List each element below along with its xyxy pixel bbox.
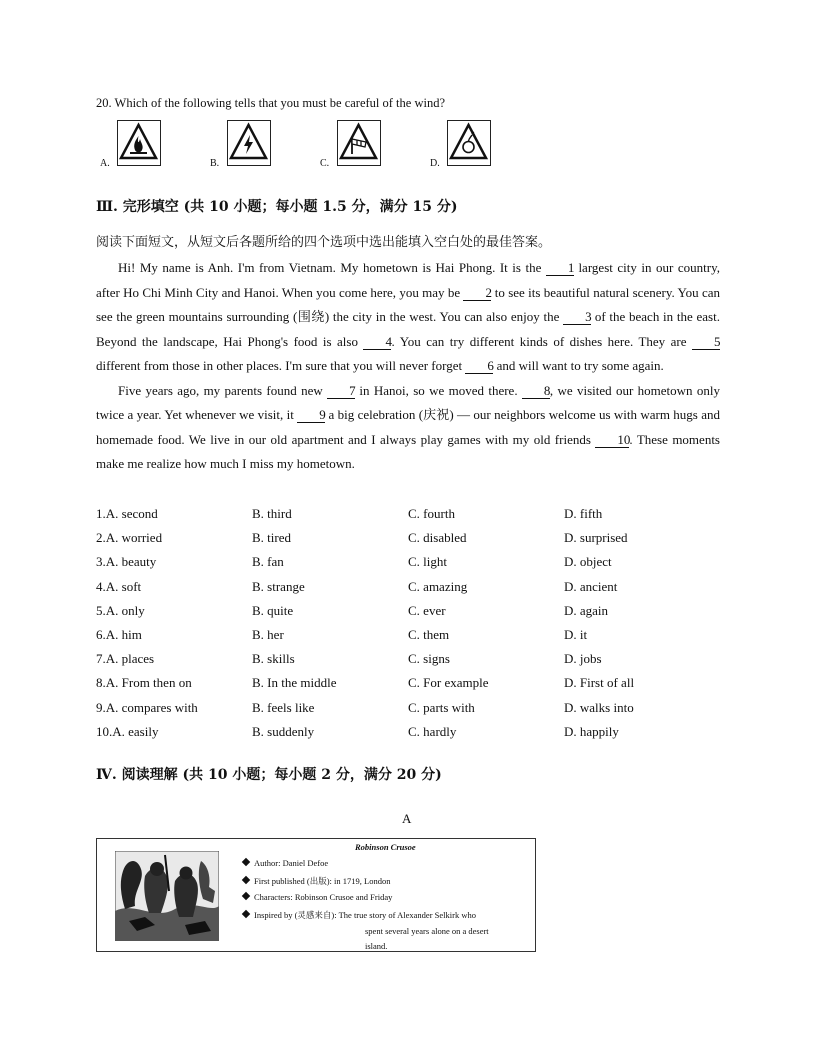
answer-option: B. tired [252,530,291,546]
passage-text: a big celebration (庆祝) — our neighbors welcome us with warm hugs and homemade food. We live in our old apartment and I always play games with my old friends [96,407,720,447]
option-row [96,603,736,627]
answer-option: 8.A. From then on [96,675,192,691]
passage-text: different from those in other places. I'm sure that you will never forget [96,358,466,373]
blank-7: 7 [327,384,355,399]
passage-text: Hi! My name is Anh. I'm from Vietnam. My hometown is Hai Phong. It is the [118,260,546,275]
blank-4: 4 [363,335,391,350]
question-20-text: 20. Which of the following tells that you must be careful of the wind? [96,96,445,110]
question-20-sign-options [100,120,520,172]
answer-option: D. surprised [564,530,628,546]
option-row [96,675,736,699]
blank-10: 10 [595,433,629,448]
passage-text: to see its beautiful natural scenery. You can see the green mountains surrounding (围绕) the city in the west. You can also enjoy the [96,284,720,324]
blank-2: 2 [463,286,491,301]
book-author-line [243,858,328,868]
option-row [96,700,736,724]
book-inspired-continuation: spent several years alone on a desert [365,926,489,936]
passage-text: Five years ago, my parents found new [118,382,328,398]
book-published-line [243,875,390,887]
option-letter: C. [320,158,330,169]
book-info-text: Inspired by (灵感来自): The true story of Alexander Selkirk who [254,910,476,920]
book-info-text: Author: Daniel Defoe [254,858,329,868]
passage-paragraph-1 [96,256,720,379]
answer-option: D. walks into [564,699,634,715]
passage-text: . These moments make me realize how much I miss my hometown. [96,431,720,471]
cloze-passage [96,256,720,477]
passage-text: of the beach in the east. Beyond the landscape, Hai Phong's food is also [96,309,720,349]
option-letter: A. [100,158,110,169]
electric-warning-icon [227,120,271,166]
answer-option: B. third [252,506,292,521]
bullet-icon [242,876,250,884]
answer-option: 1.A. second [96,506,158,521]
bullet-icon [242,858,250,866]
book-inspired-continuation: island. [365,941,388,951]
answer-option: C. hardly [408,723,457,739]
blank-9: 9 [297,408,325,423]
cloze-options [96,506,736,748]
answer-option: B. In the middle [252,675,337,691]
answer-option: D. it [564,626,588,642]
passage-text: and will want to try some again. [493,358,664,373]
answer-option: C. For example [408,675,489,691]
section-3-heading: Ⅲ. 完形填空 (共 10 小题；每小题 1.5 分，满分 15 分) [96,199,458,215]
book-info-text: First published (出版): in 1719, London [254,876,391,886]
option-row [96,506,736,530]
option-row [96,554,736,578]
answer-option: 9.A. compares with [96,699,198,715]
answer-option: C. fourth [408,506,455,521]
answer-option: 7.A. places [96,651,155,667]
answer-option: 5.A. only [96,602,145,618]
answer-option: D. happily [564,723,619,739]
explosive-warning-icon [447,120,491,166]
answer-option: C. amazing [408,578,468,594]
answer-option: C. signs [408,651,450,667]
passage-paragraph-2 [96,379,720,477]
answer-option: B. skills [252,651,295,667]
bullet-icon [242,910,250,918]
blank-6: 6 [465,359,493,374]
passage-text: , we visited our hometown only twice a year. Yet whenever we visit, it [96,382,720,422]
book-info-text: Characters: Robinson Crusoe and Friday [254,892,393,902]
option-row [96,651,736,675]
blank-8: 8 [522,384,550,399]
blank-3: 3 [563,310,591,325]
answer-option: B. strange [252,578,305,594]
answer-option: C. light [408,554,448,570]
answer-option: 10.A. easily [96,723,159,739]
passage-text: . You can try different kinds of dishes here. They are [391,333,692,349]
book-title: Robinson Crusoe [355,842,416,852]
answer-option: B. suddenly [252,723,315,739]
book-info-card [96,838,536,952]
section-3-instruction: 阅读下面短文，从短文后各题所给的四个选项中选出能填入空白处的最佳答案。 [96,235,552,250]
answer-option: D. jobs [564,651,602,667]
answer-option: 4.A. soft [96,578,142,594]
answer-option: B. fan [252,554,284,570]
passage-a-label: A [402,811,412,826]
blank-5: 5 [692,335,720,350]
option-row [96,724,736,748]
option-letter: B. [210,158,220,169]
bullet-icon [242,892,250,900]
book-inspired-line [243,909,476,921]
answer-option: 2.A. worried [96,530,163,546]
book-characters-line [243,892,392,902]
answer-option: D. fifth [564,506,603,521]
answer-option: D. First of all [564,675,635,691]
blank-1: 1 [546,261,574,276]
book-illustration [115,851,219,941]
answer-option: C. ever [408,602,446,618]
wind-warning-icon [337,120,381,166]
answer-option: B. feels like [252,699,315,715]
option-letter: D. [430,158,440,169]
option-row [96,627,736,651]
answer-option: 6.A. him [96,626,142,642]
fire-warning-icon [117,120,161,166]
answer-option: C. disabled [408,530,467,546]
passage-text: in Hanoi, so we moved there. [355,382,522,398]
answer-option: B. quite [252,602,294,618]
answer-option: C. parts with [408,699,475,715]
answer-option: D. again [564,602,609,618]
answer-option: C. them [408,626,450,642]
answer-option: B. her [252,626,284,642]
answer-option: D. ancient [564,578,618,594]
option-row [96,530,736,554]
answer-option: 3.A. beauty [96,554,157,570]
passage-text: largest city in our country, after Ho Chi Minh City and Hanoi. When you come here, you may be [96,260,721,300]
answer-option: D. object [564,554,612,570]
option-row [96,579,736,603]
section-4-heading: Ⅳ. 阅读理解 (共 10 小题；每小题 2 分，满分 20 分) [96,767,442,783]
